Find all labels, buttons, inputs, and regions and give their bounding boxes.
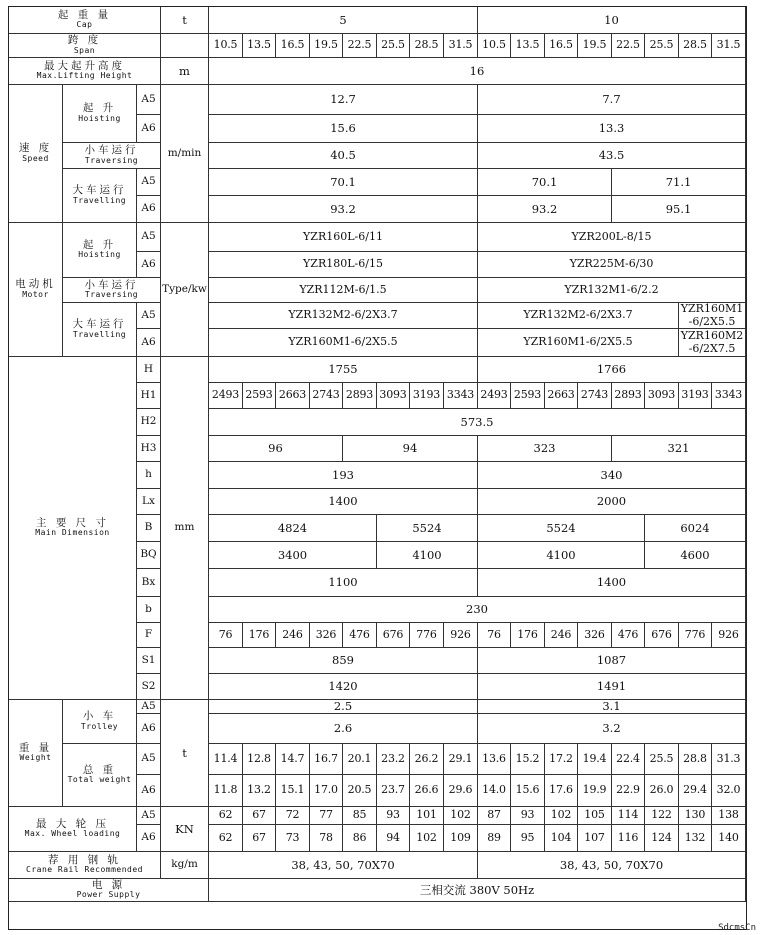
total-weight-a6: 11.8 (209, 775, 243, 807)
wheel-load-label-zh: 最 大 轮 压 (35, 817, 109, 830)
speed-hoist-a6: 15.6 (209, 115, 478, 143)
duty-a5: A5 (137, 744, 161, 775)
speed-hoist-a5: 7.7 (478, 85, 746, 115)
motor-travel-a6-rating: -6/2X7.5 (688, 341, 736, 355)
wheel-load-a5: 87 (478, 807, 511, 825)
total-weight-a5: 28.8 (679, 744, 712, 775)
speed-hoist-a5: 12.7 (209, 85, 478, 115)
wheel-load-a5: 138 (712, 807, 746, 825)
lift-height-value: 16 (209, 58, 746, 85)
capacity-label-zh: 起 重 量 (57, 8, 112, 21)
dimension-F: 476 (612, 623, 645, 648)
duty-a5: A5 (137, 807, 161, 825)
total-weight-a6: 14.0 (478, 775, 511, 807)
dimension-Lx: 1400 (209, 489, 478, 515)
total-weight-a6: 15.6 (511, 775, 545, 807)
dimension-symbol: b (137, 597, 161, 623)
wheel-load-a5: 105 (578, 807, 612, 825)
total-weight-a5: 13.6 (478, 744, 511, 775)
trolley-weight-label-en: Trolley (80, 721, 119, 731)
crane-rail-unit: kg/m (161, 852, 209, 879)
dimension-B: 4824 (209, 515, 377, 542)
dimension-H1: 2663 (276, 383, 310, 409)
total-weight-label (63, 744, 137, 807)
motor-hoist-a5: YZR200L-8/15 (478, 223, 746, 252)
dimension-BQ: 4100 (478, 542, 645, 569)
total-weight-a6: 32.0 (712, 775, 746, 807)
dimension-B: 6024 (645, 515, 746, 542)
speed-label (9, 85, 63, 223)
span-value: 19.5 (310, 34, 343, 58)
total-weight-a5: 26.2 (410, 744, 444, 775)
dimension-H3: 96 (209, 436, 343, 462)
span-value: 25.5 (645, 34, 679, 58)
motor-traversing-label (63, 278, 161, 303)
dimension-S2: 1420 (209, 674, 478, 700)
duty-a5: A5 (137, 700, 161, 714)
span-value: 28.5 (410, 34, 444, 58)
span-value: 25.5 (377, 34, 410, 58)
dimension-H1: 2743 (310, 383, 343, 409)
motor-travel-a5-model: YZR160M1 (680, 303, 744, 316)
weight-label-zh: 重 量 (18, 741, 53, 754)
motor-travelling-label (63, 303, 137, 357)
weight-label (9, 700, 63, 807)
duty-a6: A6 (137, 252, 161, 278)
crane-rail-label-en: Crane Rail Recommended (26, 865, 143, 875)
speed-traverse: 43.5 (478, 143, 746, 169)
trolley-weight-a6: 3.2 (478, 714, 746, 744)
span-label-zh: 跨 度 (67, 34, 102, 47)
dimension-symbol: S2 (137, 674, 161, 700)
wheel-load-a5: 102 (545, 807, 578, 825)
total-weight-a6: 29.6 (444, 775, 478, 807)
dimension-B: 5524 (377, 515, 478, 542)
dimension-H1: 3193 (410, 383, 444, 409)
span-value: 16.5 (545, 34, 578, 58)
total-weight-a6: 19.9 (578, 775, 612, 807)
dimension-S1: 859 (209, 648, 478, 674)
lift-height-label-en: Max.Lifting Height (36, 71, 133, 81)
span-label-en: Span (73, 45, 96, 55)
total-weight-a6: 22.9 (612, 775, 645, 807)
span-value: 31.5 (444, 34, 478, 58)
total-weight-a6: 20.5 (343, 775, 377, 807)
dimension-H1: 3093 (377, 383, 410, 409)
watermark-text: SdcmsCn (718, 923, 756, 933)
speed-label-zh: 速 度 (18, 142, 53, 155)
speed-hoisting-label (63, 85, 137, 143)
motor-travelling-label-zh: 大车运行 (72, 318, 127, 331)
wheel-load-a5: 67 (243, 807, 276, 825)
wheel-load-a5: 130 (679, 807, 712, 825)
dimension-symbol: Bx (137, 569, 161, 597)
motor-travel-a5: YZR132M2-6/2X3.7 (478, 303, 679, 329)
motor-hoist-a6: YZR225M-6/30 (478, 252, 746, 278)
total-weight-a5: 25.5 (645, 744, 679, 775)
total-weight-a6: 26.0 (645, 775, 679, 807)
total-weight-label-zh: 总 重 (82, 763, 117, 776)
dimension-H1: 3093 (645, 383, 679, 409)
dimension-unit: mm (161, 357, 209, 700)
duty-a5: A5 (137, 303, 161, 329)
lift-height-label-zh: 最大起升高度 (44, 59, 125, 72)
wheel-load-a6: 140 (712, 825, 746, 852)
dimension-F: 246 (276, 623, 310, 648)
dimension-F: 476 (343, 623, 377, 648)
total-weight-a5: 14.7 (276, 744, 310, 775)
power-supply-label (9, 879, 209, 902)
duty-a6: A6 (137, 115, 161, 143)
motor-travel-a6: YZR160M1-6/2X5.5 (209, 329, 478, 357)
weight-label-en: Weight (19, 753, 52, 763)
motor-hoisting-label (63, 223, 137, 278)
total-weight-a5: 17.2 (545, 744, 578, 775)
wheel-load-a6: 67 (243, 825, 276, 852)
wheel-load-a6: 102 (410, 825, 444, 852)
span-value: 10.5 (209, 34, 243, 58)
wheel-load-a5: 77 (310, 807, 343, 825)
wheel-load-a6: 104 (545, 825, 578, 852)
dimension-H1: 2743 (578, 383, 612, 409)
dimension-F: 246 (545, 623, 578, 648)
lift-height-unit: m (161, 58, 209, 85)
wheel-load-unit: KN (161, 807, 209, 852)
trolley-weight-a5: 3.1 (478, 700, 746, 714)
wheel-load-a6: 73 (276, 825, 310, 852)
motor-label (9, 223, 63, 357)
dimension-F: 776 (410, 623, 444, 648)
dimension-Bx: 1400 (478, 569, 746, 597)
total-weight-a6: 26.6 (410, 775, 444, 807)
trolley-weight-a6: 2.6 (209, 714, 478, 744)
total-weight-a5: 19.4 (578, 744, 612, 775)
total-weight-a6: 13.2 (243, 775, 276, 807)
dimension-H3: 94 (343, 436, 478, 462)
dimension-H2: 573.5 (209, 409, 746, 436)
motor-travel-a5: YZR132M2-6/2X3.7 (209, 303, 478, 329)
span-value: 19.5 (578, 34, 612, 58)
dimension-F: 76 (209, 623, 243, 648)
capacity-value: 5 (209, 7, 478, 34)
speed-travel-a5: 70.1 (209, 169, 478, 196)
total-weight-a5: 12.8 (243, 744, 276, 775)
total-weight-a6: 23.7 (377, 775, 410, 807)
crane-rail-value: 38, 43, 50, 70X70 (209, 852, 478, 879)
motor-travel-a6 (679, 329, 746, 357)
crane-rail-label-zh: 荐 用 钢 轨 (47, 853, 121, 866)
dimension-H1: 3343 (444, 383, 478, 409)
dimension-F: 776 (679, 623, 712, 648)
dimension-BQ: 4600 (645, 542, 746, 569)
wheel-load-a6: 109 (444, 825, 478, 852)
speed-travel-a6: 93.2 (478, 196, 612, 223)
total-weight-a6: 29.4 (679, 775, 712, 807)
capacity-label-en: Cap (76, 20, 93, 30)
wheel-load-a6: 94 (377, 825, 410, 852)
crane-rail-value: 38, 43, 50, 70X70 (478, 852, 746, 879)
crane-spec-table (8, 6, 747, 930)
motor-travel-a6: YZR160M1-6/2X5.5 (478, 329, 679, 357)
wheel-load-a5: 122 (645, 807, 679, 825)
dimension-symbol: H3 (137, 436, 161, 462)
span-value: 10.5 (478, 34, 511, 58)
dimension-symbol: B (137, 515, 161, 542)
dimension-b: 230 (209, 597, 746, 623)
motor-travel-a6-model: YZR160M2 (680, 329, 744, 343)
dimension-symbol: S1 (137, 648, 161, 674)
total-weight-a5: 20.1 (343, 744, 377, 775)
dimension-H: 1766 (478, 357, 746, 383)
span-label (9, 34, 161, 58)
dimension-H1: 2493 (478, 383, 511, 409)
speed-traversing-label (63, 143, 161, 169)
capacity-value: 10 (478, 7, 746, 34)
power-supply-value: 三相交流 380V 50Hz (209, 879, 746, 902)
duty-a6: A6 (137, 825, 161, 852)
duty-a6: A6 (137, 196, 161, 223)
speed-hoist-a6: 13.3 (478, 115, 746, 143)
dimension-symbol: H (137, 357, 161, 383)
dimension-Bx: 1100 (209, 569, 478, 597)
motor-unit: Type/kw (161, 223, 209, 357)
motor-hoist-a5: YZR160L-6/11 (209, 223, 478, 252)
total-weight-a5: 31.3 (712, 744, 746, 775)
dimension-F: 176 (243, 623, 276, 648)
span-value: 22.5 (612, 34, 645, 58)
dimension-B: 5524 (478, 515, 645, 542)
motor-hoist-a6: YZR180L-6/15 (209, 252, 478, 278)
motor-hoisting-label-en: Hoisting (78, 250, 121, 260)
duty-a5: A5 (137, 169, 161, 196)
dimension-F: 326 (310, 623, 343, 648)
dimension-S1: 1087 (478, 648, 746, 674)
dimension-F: 326 (578, 623, 612, 648)
trolley-weight-label (63, 700, 137, 744)
wheel-load-a5: 93 (377, 807, 410, 825)
speed-traverse: 40.5 (209, 143, 478, 169)
dimension-symbol: h (137, 462, 161, 489)
dimension-H1: 3193 (679, 383, 712, 409)
dimension-H1: 2663 (545, 383, 578, 409)
speed-traversing-label-en: Traversing (84, 155, 139, 165)
wheel-load-a6: 116 (612, 825, 645, 852)
trolley-weight-label-zh: 小 车 (82, 710, 117, 723)
total-weight-a5: 22.4 (612, 744, 645, 775)
speed-hoisting-label-zh: 起 升 (82, 102, 117, 115)
power-supply-label-zh: 电 源 (91, 879, 126, 891)
total-weight-a5: 11.4 (209, 744, 243, 775)
speed-traversing-label-zh: 小车运行 (84, 144, 139, 157)
weight-unit: t (161, 700, 209, 807)
capacity-unit: t (161, 7, 209, 34)
total-weight-a5: 29.1 (444, 744, 478, 775)
span-value: 16.5 (276, 34, 310, 58)
total-weight-a5: 16.7 (310, 744, 343, 775)
span-value: 31.5 (712, 34, 746, 58)
total-weight-a6: 15.1 (276, 775, 310, 807)
main-dimension-label-zh: 主 要 尺 寸 (35, 516, 109, 529)
motor-travel-a5-rating: -6/2X5.5 (688, 314, 736, 328)
duty-a6: A6 (137, 775, 161, 807)
wheel-load-a6: 89 (478, 825, 511, 852)
dimension-symbol: Lx (137, 489, 161, 515)
speed-travel-a5: 71.1 (612, 169, 746, 196)
dimension-F: 676 (645, 623, 679, 648)
wheel-load-a6: 62 (209, 825, 243, 852)
wheel-load-a5: 114 (612, 807, 645, 825)
wheel-load-a6: 78 (310, 825, 343, 852)
main-dimension-label (9, 357, 137, 700)
dimension-symbol: H2 (137, 409, 161, 436)
dimension-h: 340 (478, 462, 746, 489)
wheel-load-a6: 95 (511, 825, 545, 852)
total-weight-a6: 17.0 (310, 775, 343, 807)
dimension-H1: 3343 (712, 383, 746, 409)
dimension-BQ: 3400 (209, 542, 377, 569)
wheel-load-a5: 101 (410, 807, 444, 825)
speed-travel-a6: 93.2 (209, 196, 478, 223)
dimension-H1: 2893 (343, 383, 377, 409)
motor-traverse: YZR132M1-6/2.2 (478, 278, 746, 303)
duty-a6: A6 (137, 329, 161, 357)
main-dimension-label-en: Main Dimension (35, 528, 110, 538)
speed-unit: m/min (161, 85, 209, 223)
dimension-H1: 2893 (612, 383, 645, 409)
dimension-S2: 1491 (478, 674, 746, 700)
speed-travelling-label-zh: 大车运行 (72, 184, 127, 197)
span-value: 13.5 (243, 34, 276, 58)
dimension-H1: 2593 (243, 383, 276, 409)
wheel-load-a5: 85 (343, 807, 377, 825)
wheel-load-a5: 62 (209, 807, 243, 825)
total-weight-a6: 17.6 (545, 775, 578, 807)
speed-travel-a5: 70.1 (478, 169, 612, 196)
duty-a6: A6 (137, 714, 161, 744)
wheel-load-a5: 93 (511, 807, 545, 825)
dimension-F: 176 (511, 623, 545, 648)
span-unit (161, 34, 209, 58)
span-value: 28.5 (679, 34, 712, 58)
span-value: 13.5 (511, 34, 545, 58)
dimension-F: 676 (377, 623, 410, 648)
capacity-label (9, 7, 161, 34)
motor-traversing-label-en: Traversing (84, 290, 139, 300)
dimension-symbol: BQ (137, 542, 161, 569)
speed-label-en: Speed (22, 153, 49, 163)
power-supply-label-en: Power Supply (76, 890, 141, 900)
total-weight-a5: 15.2 (511, 744, 545, 775)
dimension-h: 193 (209, 462, 478, 489)
crane-rail-label (9, 852, 161, 879)
wheel-load-label-en: Max. Wheel loading (24, 829, 121, 839)
wheel-load-a5: 102 (444, 807, 478, 825)
wheel-load-a6: 86 (343, 825, 377, 852)
dimension-symbol: H1 (137, 383, 161, 409)
dimension-symbol: F (137, 623, 161, 648)
speed-hoisting-label-en: Hoisting (78, 113, 121, 123)
total-weight-a5: 23.2 (377, 744, 410, 775)
wheel-load-a6: 132 (679, 825, 712, 852)
total-weight-label-en: Total weight (67, 775, 132, 785)
dimension-H1: 2593 (511, 383, 545, 409)
motor-travel-a5 (679, 303, 746, 329)
dimension-H3: 321 (612, 436, 746, 462)
trolley-weight-a5: 2.5 (209, 700, 478, 714)
dimension-F: 926 (444, 623, 478, 648)
duty-a5: A5 (137, 85, 161, 115)
lift-height-label (9, 58, 161, 85)
wheel-load-label (9, 807, 137, 852)
dimension-H1: 2493 (209, 383, 243, 409)
motor-travelling-label-en: Travelling (72, 329, 127, 339)
wheel-load-a5: 72 (276, 807, 310, 825)
dimension-F: 76 (478, 623, 511, 648)
motor-label-en: Motor (22, 289, 49, 299)
motor-hoisting-label-zh: 起 升 (82, 238, 117, 251)
motor-traversing-label-zh: 小车运行 (84, 278, 139, 291)
dimension-F: 926 (712, 623, 746, 648)
wheel-load-a6: 124 (645, 825, 679, 852)
duty-a5: A5 (137, 223, 161, 252)
dimension-Lx: 2000 (478, 489, 746, 515)
dimension-BQ: 4100 (377, 542, 478, 569)
speed-travelling-label (63, 169, 137, 223)
speed-travel-a6: 95.1 (612, 196, 746, 223)
span-value: 22.5 (343, 34, 377, 58)
wheel-load-a6: 107 (578, 825, 612, 852)
dimension-H: 1755 (209, 357, 478, 383)
motor-label-zh: 电动机 (15, 278, 56, 291)
motor-traverse: YZR112M-6/1.5 (209, 278, 478, 303)
speed-travelling-label-en: Travelling (72, 195, 127, 205)
dimension-H3: 323 (478, 436, 612, 462)
